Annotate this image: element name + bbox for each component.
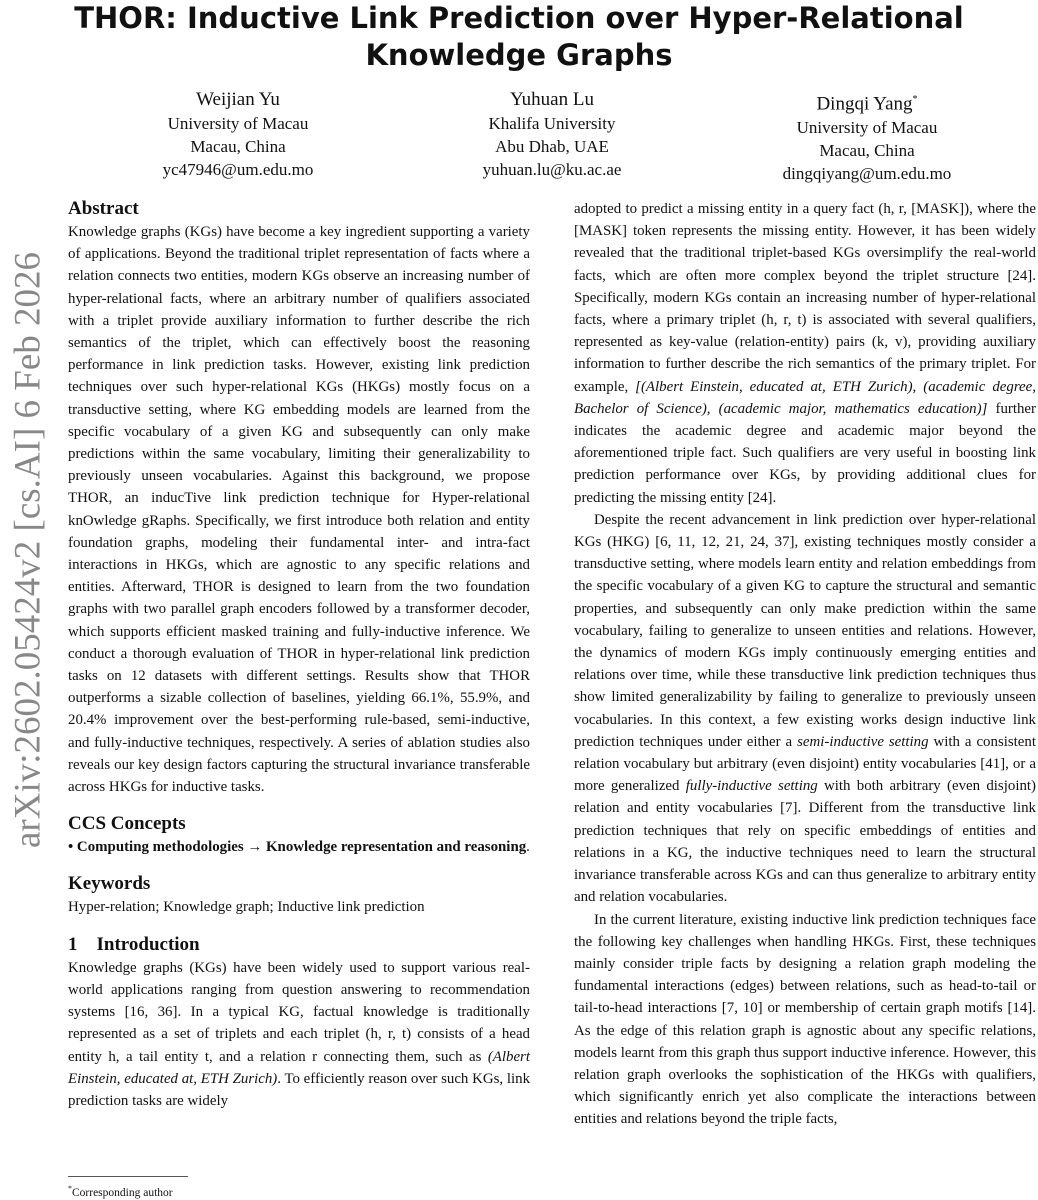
- left-column: [68, 197, 530, 1112]
- right-p1-text-a: adopted to predict a missing entity in a query fact (h, r, [MASK]), where the [MASK] token represents the missing entity. However, it has been widely revealed that the traditional triplet-based KGs oversimplify the real-world facts, which are often more complex beyond the triplet structure [24]. Specifically, modern KGs contain an increasing number of hyper-relational facts, where a primary triplet (h, r, t) is associated with several qualifiers, represented as key-value (relation-entity) pairs (k, v), providing auxiliary information to further describe the rich semantics of the primary triplet. For example,: [574, 201, 1036, 395]
- author-2: [402, 88, 702, 181]
- right-paragraph-1: [574, 198, 1036, 509]
- ccs-heading: CCS Concepts: [68, 813, 186, 835]
- author-affiliation: Khalifa University: [488, 114, 616, 133]
- right-p2-text-a: Despite the recent advancement in link prediction over hyper-relational KGs (HKG) [6, 11, 12, 21, 24, 37], existing techniques mostly consider a transductive setting, where models learn entity and relation embeddings from the specific vocabulary of a given KG to capture the structural and semantic properties, and subsequently can only make prediction within the same vocabulary, failing to generalize to unseen entities and relations. However, the dynamics of modern KGs imply continuously emerging entities and relations over time, while these transductive link prediction techniques thus show limited generalizability by failing to generalize to previously unseen vocabularies. In this context, a few existing works design inductive link prediction techniques under either a: [574, 511, 1036, 750]
- right-paragraph-2: [574, 509, 1036, 909]
- title-line-1: THOR: Inductive Link Prediction over Hyper-Relational: [74, 1, 964, 35]
- intro-example-fact: (Albert Einstein, educated at, ETH Zurich): [68, 1048, 530, 1087]
- author-affiliation: University of Macau: [796, 118, 938, 138]
- right-paragraph-3: In the current literature, existing inductive link prediction techniques face the following key challenges when handling HKGs. First, these techniques mainly consider triple facts by designing a relation graph modeling the fundamental interactions (edges) between relations, such as head-to-tail or tail-to-head interactions [7, 10] or membership of certain graph motifs [14]. As the edge of this relation graph is agnostic about any specific relations, models learnt from this graph thus support inductive inference. However, this relation graph overlooks the sophistication of the HKGs with qualifiers, which significantly enrich yet also complicate the interactions between entities and relations beyond the triple facts,: [574, 911, 1036, 1128]
- fully-inductive-term: fully-inductive setting: [685, 778, 818, 795]
- right-p1-example: [(Albert Einstein, educated at, ETH Zurich), (academic degree, Bachelor of Science), (academic major, mathematics education)]: [574, 378, 1036, 417]
- author-location: Abu Dhab, UAE: [495, 137, 609, 156]
- right-p2-text-c: with both arbitrary (even disjoint) relation and entity vocabularies [7]. Different from the transductive link prediction techniques that rely on specific embeddings of entities and relations in a KG, the inductive techniques need to learn the structural invariance transferable across KGs and can thus generalize to arbitrary entity and relation vocabularies.: [574, 778, 1036, 906]
- author-location: Macau, China: [190, 137, 286, 156]
- author-1: [88, 88, 388, 181]
- semi-inductive-term: semi-inductive setting: [797, 733, 929, 750]
- author-name: Weijian Yu: [196, 89, 280, 110]
- author-email[interactable]: yc47946@um.edu.mo: [162, 160, 314, 179]
- footnote-text: Corresponding author: [72, 1186, 173, 1199]
- keywords-heading: Keywords: [68, 873, 151, 895]
- intro-text-b: . To efficiently reason over such KGs, link prediction tasks are widely: [68, 1070, 531, 1109]
- corresponding-mark: *: [912, 94, 918, 105]
- author-name: Dingqi Yang: [816, 93, 913, 115]
- footnote-divider: [68, 1176, 188, 1177]
- title-line-2: Knowledge Graphs: [365, 38, 673, 72]
- ccs-end: .: [526, 839, 530, 856]
- right-p1-text-b: further indicates the academic degree and academic major beyond the aforementioned triple fact. Such qualifiers are very useful in boosting link prediction performance over KGs, by providing additional clues for predicting the missing entity [24].: [574, 400, 1036, 506]
- arxiv-identifier[interactable]: arXiv:2602.05424v2 [cs.AI] 6 Feb 2026: [7, 251, 49, 849]
- intro-text-a: Knowledge graphs (KGs) have been widely used to support various real-world applications ranging from question answering to recommendation systems [16, 36]. In a typical KG, factual knowledge is traditionally represented as a set of triplets and each triplet (h, r, t) consists of a head entity h, a tail entity t, and a relation r connecting them, such as: [68, 959, 530, 1065]
- author-location: Macau, China: [819, 141, 915, 161]
- intro-paragraph-1: [68, 957, 530, 1112]
- author-email[interactable]: dingqiyang@um.edu.mo: [782, 164, 952, 184]
- abstract-heading: Abstract: [68, 198, 139, 219]
- introduction-heading: 1 Introduction: [68, 933, 200, 955]
- ccs-paragraph: [68, 836, 530, 858]
- right-column: [574, 198, 1036, 1131]
- right-p2-text-b: with a consistent relation vocabulary but arbitrary (even disjoint) entity vocabularies [41], or a more generalized: [574, 733, 1036, 795]
- ccs-concepts: • Computing methodologies → Knowledge representation and reasoning: [68, 839, 527, 856]
- author-email[interactable]: yuhuan.lu@ku.ac.ae: [482, 160, 622, 179]
- paper-title: [60, 0, 978, 74]
- footnote-mark: *: [68, 1184, 72, 1193]
- author-3: [717, 88, 1017, 185]
- keywords-text: Hyper-relation; Knowledge graph; Inductive link prediction: [68, 899, 425, 916]
- author-name-wrap: [717, 88, 1017, 116]
- author-affiliation: University of Macau: [167, 114, 309, 133]
- author-name: Yuhuan Lu: [510, 89, 594, 110]
- footnote: [68, 1182, 173, 1200]
- abstract-text: Knowledge graphs (KGs) have become a key ingredient supporting a variety of applications. Beyond the traditional triplet representation of facts where a relation connects two entities, modern KGs observe an increasing number of hyper-relational facts, where an arbitrary number of qualifiers associated with a triplet provide auxiliary information to further describe the rich semantics of the triplet, which can effectively boost the reasoning performance in link prediction tasks. However, existing link prediction techniques over such hyper-relational KGs (HKGs) mostly focus on a transductive setting, where KG embedding models are learned from the specific vocabulary of a given KG and subsequently can only make predictions within the same vocabulary, limiting their generalizability to previously unseen vocabularies. Against this background, we propose THOR, an inducTive link prediction technique for Hyper-relational knOwledge gRaphs. Specifically, we first introduce both relation and entity foundation graphs, modeling their fundamental inter- and intra-fact interactions in HKGs, which are agnostic to any specific relations and entities. Afterward, THOR is designed to learn from the two foundation graphs with two parallel graph encoders followed by a transformer decoder, which supports efficient masked training and fully-inductive inference. We conduct a thorough evaluation of THOR in hyper-relational link prediction tasks on 12 datasets with different settings. Results show that THOR outperforms a sizable collection of baselines, yielding 66.1%, 55.9%, and 20.4% improvement over the best-performing rule-based, semi-inductive, and fully-inductive techniques, respectively. A series of ablation studies also reveals our key design factors capturing the structural invariance transferable across HKGs for inductive tasks.: [68, 224, 530, 796]
